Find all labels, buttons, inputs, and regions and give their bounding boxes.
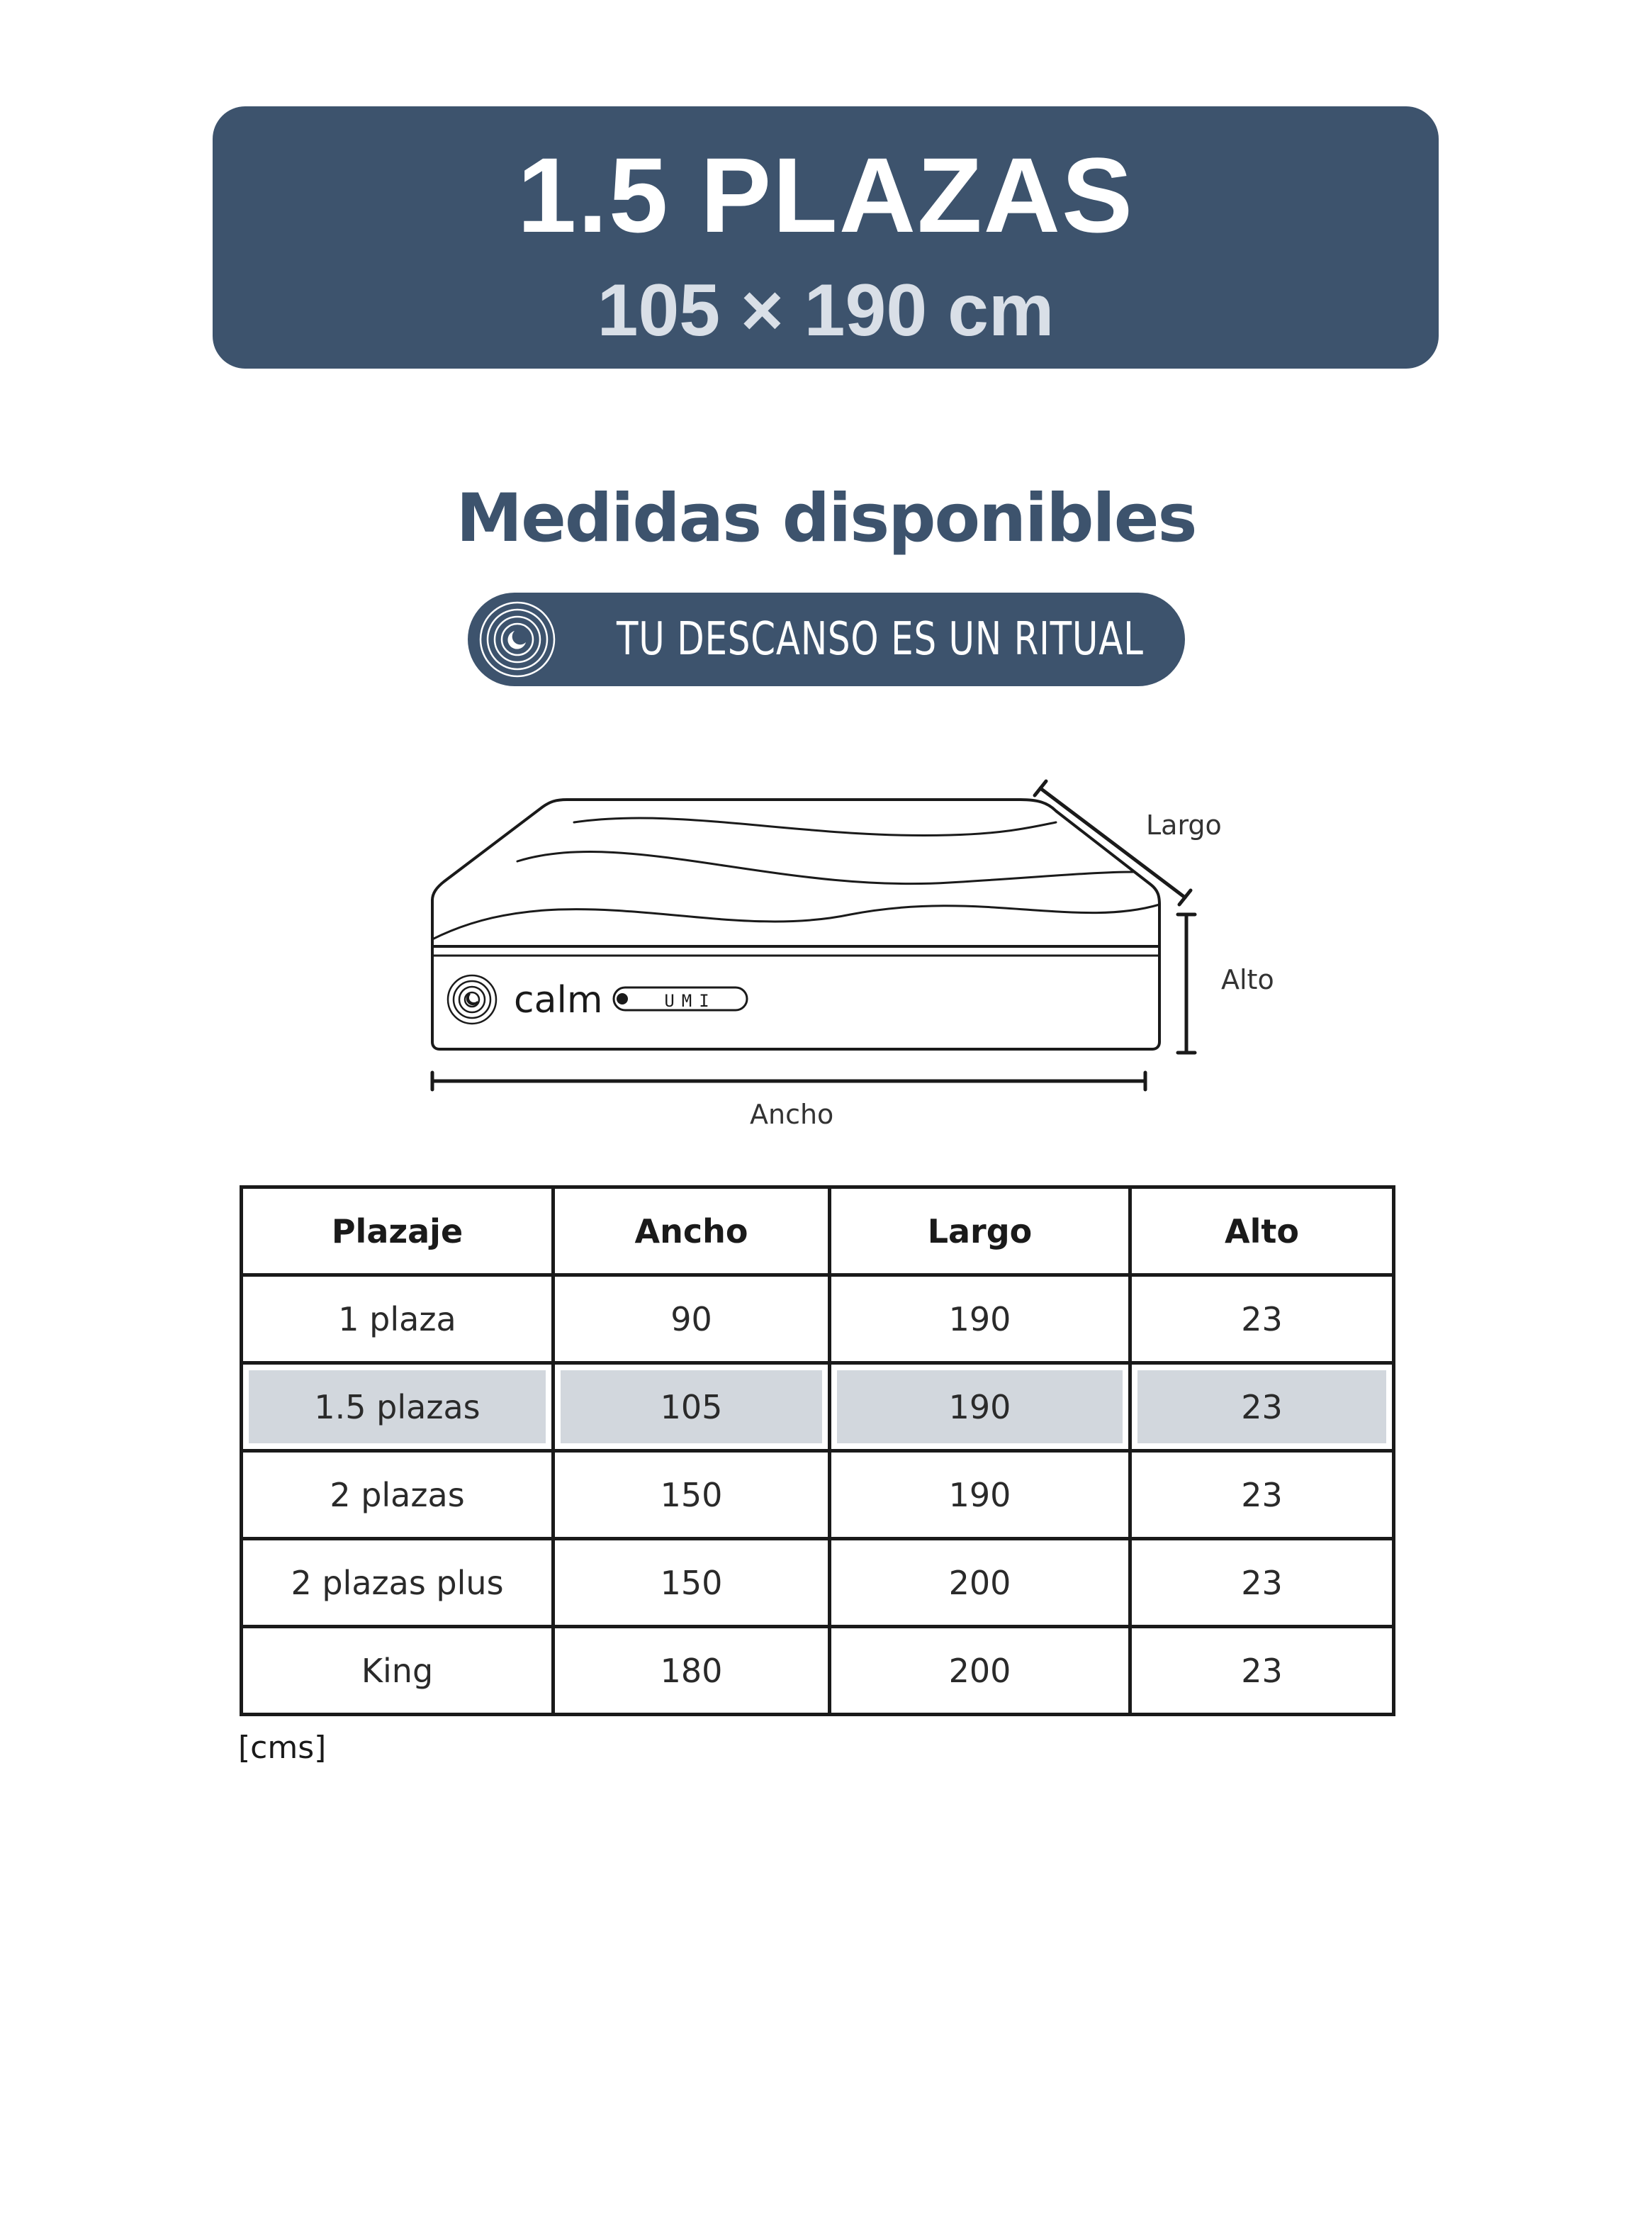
table-row xyxy=(242,1627,1394,1715)
table-cell: 200 xyxy=(830,1627,1130,1715)
table-cell: King xyxy=(242,1627,554,1715)
alto-label: Alto xyxy=(1221,964,1274,995)
table-cell: 2 plazas xyxy=(242,1451,554,1539)
table-row xyxy=(242,1539,1394,1627)
tagline-banner xyxy=(468,593,1185,686)
unit-note: [cms] xyxy=(238,1730,327,1766)
table-cell: 180 xyxy=(554,1627,830,1715)
column-header: Ancho xyxy=(554,1187,830,1275)
brand-name: calm xyxy=(514,979,603,1022)
table-row xyxy=(242,1451,1394,1539)
table-cell: 150 xyxy=(554,1539,830,1627)
table-cell: 23 xyxy=(1130,1627,1394,1715)
size-banner xyxy=(213,106,1439,369)
table-cell: 23 xyxy=(1130,1363,1394,1451)
table-cell: 190 xyxy=(830,1451,1130,1539)
sizes-table xyxy=(240,1185,1395,1716)
tagline-text: TU DESCANSO ES UN RITUAL xyxy=(617,613,1144,666)
table-cell: 190 xyxy=(830,1363,1130,1451)
table-cell: 105 xyxy=(554,1363,830,1451)
table-cell: 1.5 plazas xyxy=(242,1363,554,1451)
largo-marker xyxy=(1040,788,1185,897)
table-header-row xyxy=(242,1187,1394,1275)
largo-label: Largo xyxy=(1146,810,1222,841)
table-row xyxy=(242,1275,1394,1363)
calm-brand-logo-icon xyxy=(448,975,496,1024)
table-cell: 1 plaza xyxy=(242,1275,554,1363)
table-cell: 23 xyxy=(1130,1275,1394,1363)
section-title: Medidas disponibles xyxy=(456,480,1196,557)
table-cell: 150 xyxy=(554,1451,830,1539)
model-pill xyxy=(614,987,747,1011)
column-header: Alto xyxy=(1130,1187,1394,1275)
table-row-highlighted xyxy=(242,1363,1394,1451)
ancho-label: Ancho xyxy=(750,1099,834,1130)
column-header: Plazaje xyxy=(242,1187,554,1275)
table-cell: 2 plazas plus xyxy=(242,1539,554,1627)
size-title: 1.5 PLAZAS xyxy=(517,135,1135,254)
table-cell: 90 xyxy=(554,1275,830,1363)
column-header: Largo xyxy=(830,1187,1130,1275)
model-name: UMI xyxy=(664,991,717,1011)
table-cell: 190 xyxy=(830,1275,1130,1363)
moon-logo-icon xyxy=(478,600,557,679)
table-cell: 23 xyxy=(1130,1451,1394,1539)
table-cell: 23 xyxy=(1130,1539,1394,1627)
dimension-markers xyxy=(432,781,1195,1090)
table-cell: 200 xyxy=(830,1539,1130,1627)
size-dimensions: 105 × 190 cm xyxy=(597,269,1055,352)
